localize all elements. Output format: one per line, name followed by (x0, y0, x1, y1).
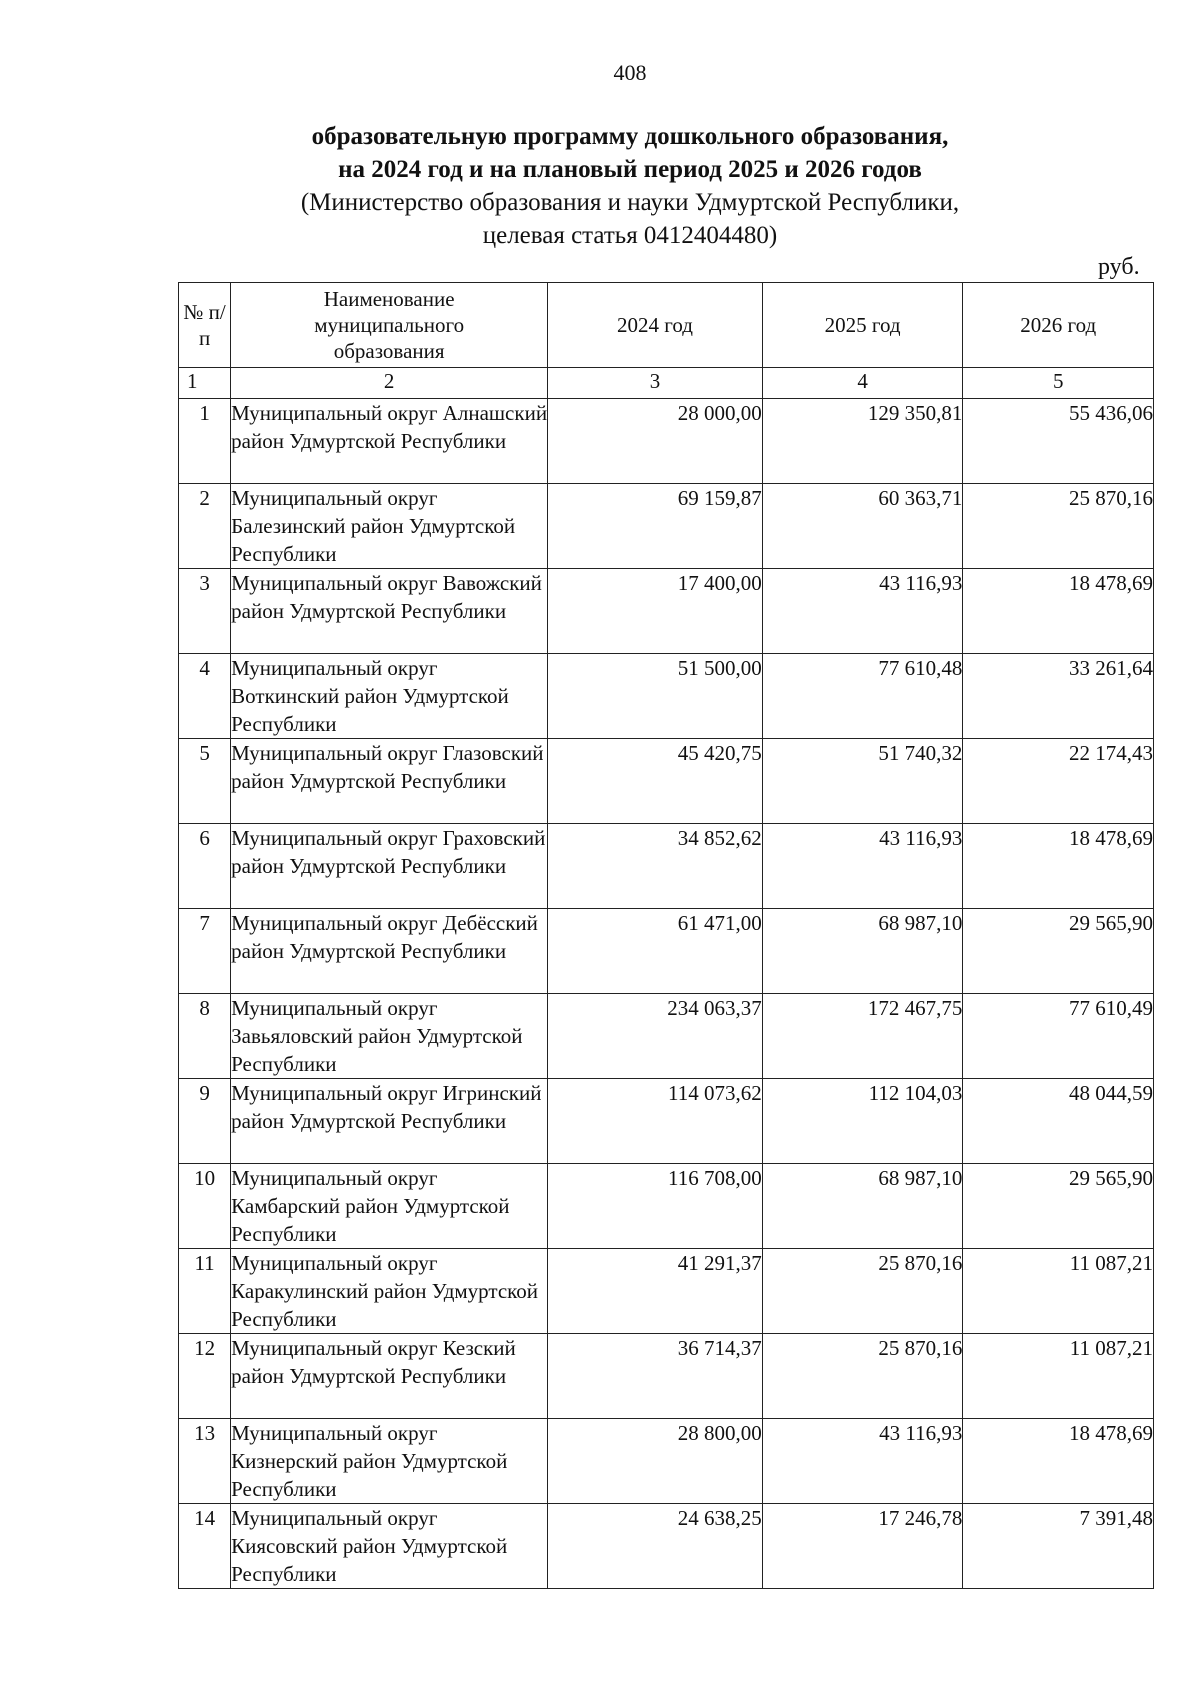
municipality-name: Муниципальный округ Завьяловский район Удмуртской Республики (231, 994, 548, 1079)
row-number: 8 (179, 994, 231, 1079)
amount-2025: 25 870,16 (762, 1334, 963, 1419)
amount-2026: 29 565,90 (963, 1164, 1154, 1249)
amount-2024: 36 714,37 (548, 1334, 763, 1419)
amount-2026: 29 565,90 (963, 909, 1154, 994)
amount-2024: 41 291,37 (548, 1249, 763, 1334)
row-number: 6 (179, 824, 231, 909)
header-num: № п/п (179, 283, 231, 368)
amount-2025: 129 350,81 (762, 399, 963, 484)
title-line-4: целевая статья 0412404480) (482, 222, 778, 249)
table-row (179, 654, 1154, 739)
amount-2025: 51 740,32 (762, 739, 963, 824)
amount-2024: 17 400,00 (548, 569, 763, 654)
page-number: 408 (613, 60, 647, 85)
table-row (179, 1419, 1154, 1504)
table-row (179, 1504, 1154, 1589)
amount-2024: 45 420,75 (548, 739, 763, 824)
municipality-name: Муниципальный округ Кезский район Удмуртской Республики (231, 1334, 548, 1419)
document-title (0, 120, 1200, 252)
municipality-name: Муниципальный округ Киясовский район Удмуртской Республики (231, 1504, 548, 1589)
amount-2025: 68 987,10 (762, 1164, 963, 1249)
amount-2024: 28 000,00 (548, 399, 763, 484)
amount-2024: 116 708,00 (548, 1164, 763, 1249)
amount-2024: 28 800,00 (548, 1419, 763, 1504)
amount-2025: 25 870,16 (762, 1249, 963, 1334)
amount-2025: 43 116,93 (762, 1419, 963, 1504)
amount-2026: 7 391,48 (963, 1504, 1154, 1589)
amount-2026: 48 044,59 (963, 1079, 1154, 1164)
row-number: 13 (179, 1419, 231, 1504)
currency-unit: руб. (1098, 254, 1140, 280)
row-number: 10 (179, 1164, 231, 1249)
amount-2024: 51 500,00 (548, 654, 763, 739)
amount-2025: 77 610,48 (762, 654, 963, 739)
municipality-name: Муниципальный округ Граховский район Удмуртской Республики (231, 824, 548, 909)
row-number: 4 (179, 654, 231, 739)
row-number: 2 (179, 484, 231, 569)
header-2025: 2025 год (762, 283, 963, 368)
amount-2024: 34 852,62 (548, 824, 763, 909)
row-number: 9 (179, 1079, 231, 1164)
municipality-name: Муниципальный округ Игринский район Удмуртской Республики (231, 1079, 548, 1164)
title-line-2: на 2024 год и на плановый период 2025 и 2026 годов (338, 156, 922, 183)
table-row (179, 1164, 1154, 1249)
municipality-name: Муниципальный округ Алнашский район Удмуртской Республики (231, 399, 548, 484)
row-number: 1 (179, 399, 231, 484)
table-row (179, 909, 1154, 994)
budget-table (178, 282, 1154, 1589)
row-number: 11 (179, 1249, 231, 1334)
row-number: 3 (179, 569, 231, 654)
municipality-name: Муниципальный округ Глазовский район Удмуртской Республики (231, 739, 548, 824)
amount-2026: 33 261,64 (963, 654, 1154, 739)
table-row (179, 739, 1154, 824)
table-row (179, 824, 1154, 909)
amount-2026: 11 087,21 (963, 1334, 1154, 1419)
table-row (179, 994, 1154, 1079)
column-index-row (179, 368, 1154, 399)
amount-2026: 25 870,16 (963, 484, 1154, 569)
column-index: 5 (963, 368, 1154, 399)
row-number: 7 (179, 909, 231, 994)
municipality-name: Муниципальный округ Воткинский район Удмуртской Республики (231, 654, 548, 739)
column-index: 1 (179, 368, 231, 399)
column-index: 4 (762, 368, 963, 399)
municipality-name: Муниципальный округ Камбарский район Удмуртской Республики (231, 1164, 548, 1249)
amount-2025: 172 467,75 (762, 994, 963, 1079)
row-number: 5 (179, 739, 231, 824)
amount-2024: 234 063,37 (548, 994, 763, 1079)
amount-2026: 18 478,69 (963, 1419, 1154, 1504)
amount-2025: 17 246,78 (762, 1504, 963, 1589)
amount-2025: 112 104,03 (762, 1079, 963, 1164)
amount-2026: 11 087,21 (963, 1249, 1154, 1334)
amount-2025: 43 116,93 (762, 569, 963, 654)
amount-2026: 55 436,06 (963, 399, 1154, 484)
amount-2025: 60 363,71 (762, 484, 963, 569)
header-2026: 2026 год (963, 283, 1154, 368)
table-row (179, 399, 1154, 484)
amount-2024: 24 638,25 (548, 1504, 763, 1589)
amount-2026: 18 478,69 (963, 824, 1154, 909)
municipality-name: Муниципальный округ Вавожский район Удмуртской Республики (231, 569, 548, 654)
amount-2024: 61 471,00 (548, 909, 763, 994)
table-header-row (179, 283, 1154, 368)
row-number: 14 (179, 1504, 231, 1589)
municipality-name: Муниципальный округ Каракулинский район Удмуртской Республики (231, 1249, 548, 1334)
municipality-name: Муниципальный округ Кизнерский район Удмуртской Республики (231, 1419, 548, 1504)
title-line-3: (Министерство образования и науки Удмуртской Республики, (300, 189, 960, 216)
header-2024: 2024 год (548, 283, 763, 368)
row-number: 12 (179, 1334, 231, 1419)
amount-2024: 69 159,87 (548, 484, 763, 569)
table-row (179, 1079, 1154, 1164)
table-row (179, 1249, 1154, 1334)
amount-2026: 22 174,43 (963, 739, 1154, 824)
title-line-1: образовательную программу дошкольного образования, (311, 123, 949, 150)
amount-2025: 68 987,10 (762, 909, 963, 994)
amount-2026: 18 478,69 (963, 569, 1154, 654)
column-index: 2 (231, 368, 548, 399)
amount-2026: 77 610,49 (963, 994, 1154, 1079)
amount-2024: 114 073,62 (548, 1079, 763, 1164)
municipality-name: Муниципальный округ Балезинский район Удмуртской Республики (231, 484, 548, 569)
header-name: Наименование муниципального образования (231, 283, 548, 368)
table-body (179, 399, 1154, 1589)
amount-2025: 43 116,93 (762, 824, 963, 909)
table-row (179, 484, 1154, 569)
table-row (179, 569, 1154, 654)
municipality-name: Муниципальный округ Дебёсский район Удмуртской Республики (231, 909, 548, 994)
table-row (179, 1334, 1154, 1419)
column-index: 3 (548, 368, 763, 399)
